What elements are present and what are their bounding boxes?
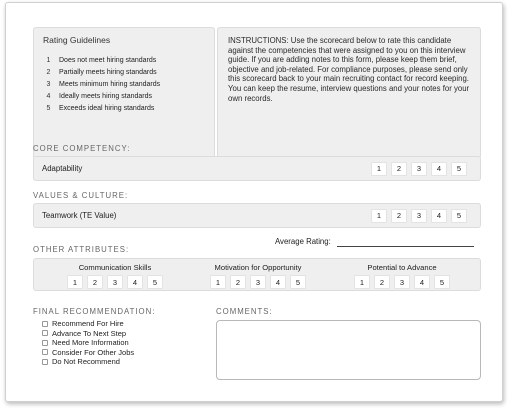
guideline-item [42, 91, 206, 103]
rating-option-3[interactable]: 3 [411, 162, 427, 176]
guideline-number: 4 [46, 93, 51, 101]
recommendation-option[interactable] [42, 329, 134, 339]
checkbox[interactable] [42, 340, 48, 346]
rating-option-3[interactable]: 3 [394, 275, 410, 289]
other-attributes-heading: OTHER ATTRIBUTES: [33, 245, 130, 254]
core-competency-heading: CORE COMPETENCY: [33, 144, 131, 153]
core-competency-row [33, 156, 481, 181]
rating-scale [65, 275, 165, 289]
guideline-item [42, 54, 206, 66]
values-culture-heading: VALUES & CULTURE: [33, 191, 129, 200]
average-rating-field[interactable] [337, 246, 474, 247]
option-label: Do Not Recommend [52, 357, 120, 367]
rating-scale [208, 275, 308, 289]
option-label: Advance To Next Step [52, 328, 127, 338]
recommendation-option[interactable] [42, 338, 134, 348]
competency-label: Adaptability [42, 164, 83, 173]
recommendation-options [42, 319, 134, 367]
attribute-group [208, 263, 308, 289]
guideline-number: 3 [46, 80, 51, 88]
rating-option-1[interactable]: 1 [67, 275, 83, 289]
guideline-item [42, 78, 206, 90]
rating-option-2[interactable]: 2 [391, 162, 407, 176]
rating-scale [352, 275, 452, 289]
rating-scale [371, 162, 467, 176]
rating-option-2[interactable]: 2 [87, 275, 103, 289]
rating-option-3[interactable]: 3 [250, 275, 266, 289]
rating-option-4[interactable]: 4 [431, 209, 447, 223]
attribute-label: Potential to Advance [367, 263, 437, 272]
rating-option-2[interactable]: 2 [391, 209, 407, 223]
recommendation-option[interactable] [42, 348, 134, 358]
guideline-number: 2 [46, 68, 51, 76]
rating-option-2[interactable]: 2 [230, 275, 246, 289]
checkbox[interactable] [42, 349, 48, 355]
rating-option-1[interactable]: 1 [371, 209, 387, 223]
rating-option-1[interactable]: 1 [210, 275, 226, 289]
rating-option-4[interactable]: 4 [127, 275, 143, 289]
scorecard-card [5, 2, 503, 402]
guideline-number: 1 [46, 56, 51, 64]
comments-heading: COMMENTS: [216, 307, 273, 316]
attribute-label: Communication Skills [78, 263, 152, 272]
guideline-text: Partially meets hiring standards [59, 68, 157, 76]
guideline-text: Meets minimum hiring standards [59, 80, 161, 88]
other-attributes-panel [33, 258, 481, 291]
guideline-item [42, 103, 206, 115]
guideline-item [42, 66, 206, 78]
instructions-panel: INSTRUCTIONS: Use the scorecard below to rate this candidate against the competencies that were assigned to you on this interview guide. If you are adding notes to this form, please keep them brief, objective and job-related. For compliance purposes, please send only this scorecard back to your main recruiting contact for record keeping. You can keep the resume, interview questions and your notes for your own records. [217, 27, 481, 159]
rating-option-4[interactable]: 4 [431, 162, 447, 176]
option-label: Consider For Other Jobs [52, 347, 135, 357]
rating-guidelines-panel [33, 27, 215, 159]
rating-option-5[interactable]: 5 [290, 275, 306, 289]
rating-option-1[interactable]: 1 [354, 275, 370, 289]
recommendation-option[interactable] [42, 357, 134, 367]
rating-option-5[interactable]: 5 [451, 162, 467, 176]
attribute-group [65, 263, 165, 289]
rating-option-1[interactable]: 1 [371, 162, 387, 176]
checkbox[interactable] [42, 359, 48, 365]
final-recommendation-heading: FINAL RECOMMENDATION: [33, 307, 156, 316]
checkbox[interactable] [42, 330, 48, 336]
guideline-text: Exceeds ideal hiring standards [59, 105, 155, 113]
rating-option-4[interactable]: 4 [414, 275, 430, 289]
rating-option-2[interactable]: 2 [374, 275, 390, 289]
attribute-group [352, 263, 452, 289]
rating-option-4[interactable]: 4 [270, 275, 286, 289]
guideline-number: 5 [46, 105, 51, 113]
guideline-text: Does not meet hiring standards [59, 56, 157, 64]
rating-option-3[interactable]: 3 [107, 275, 123, 289]
rating-option-5[interactable]: 5 [434, 275, 450, 289]
guideline-text: Ideally meets hiring standards [59, 93, 152, 101]
attribute-label: Motivation for Opportunity [214, 263, 302, 272]
average-rating-label: Average Rating: [275, 237, 331, 246]
option-label: Recommend For Hire [52, 319, 124, 329]
rating-guidelines-title: Rating Guidelines [43, 35, 111, 45]
rating-option-3[interactable]: 3 [411, 209, 427, 223]
checkbox[interactable] [42, 321, 48, 327]
value-label: Teamwork (TE Value) [42, 211, 117, 220]
rating-scale [371, 209, 467, 223]
rating-option-5[interactable]: 5 [451, 209, 467, 223]
comments-textarea[interactable] [216, 320, 481, 380]
values-culture-row [33, 203, 481, 228]
rating-option-5[interactable]: 5 [147, 275, 163, 289]
recommendation-option[interactable] [42, 319, 134, 329]
option-label: Need More Information [52, 338, 129, 348]
